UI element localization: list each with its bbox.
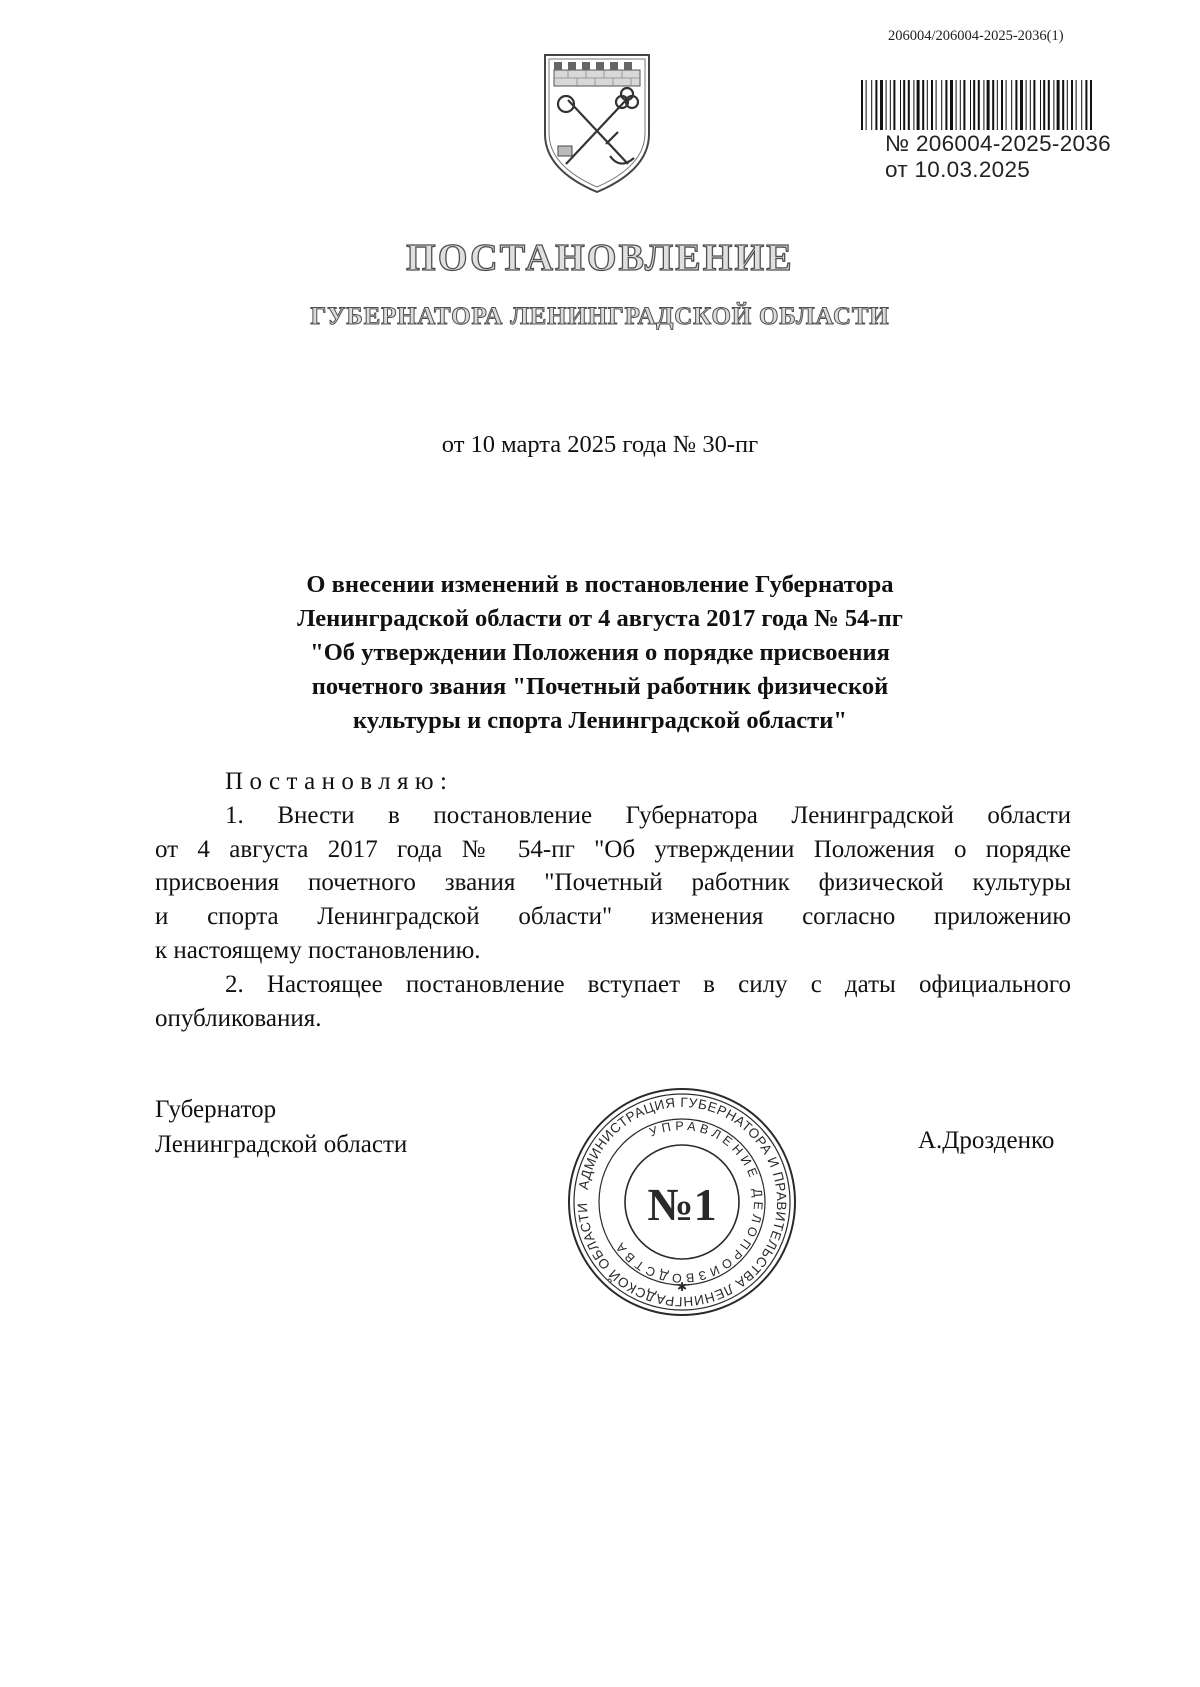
heading-line: "Об утверждении Положения о порядке присвоения bbox=[310, 639, 890, 666]
document-issuer: ГУБЕРНАТОРА ЛЕНИНГРАДСКОЙ ОБЛАСТИ bbox=[310, 303, 890, 330]
signatory-position bbox=[155, 1093, 407, 1162]
document-body bbox=[155, 765, 1071, 1035]
barcode-image bbox=[860, 80, 1092, 130]
item-2-line: 2. Настоящее постановление вступает в силу с даты официального bbox=[225, 970, 1071, 998]
document-tracking-code: 206004/206004-2025-2036(1) bbox=[888, 28, 1064, 44]
seal-star-icon: ✱ bbox=[676, 1280, 688, 1294]
item-2-line: опубликования. bbox=[155, 1004, 322, 1032]
seal-number: №1 bbox=[647, 1179, 717, 1230]
item-1-line: и спорта Ленинградской области" изменения согласно приложению bbox=[155, 903, 1071, 931]
resolution-intro: Постановляю: bbox=[225, 768, 454, 795]
item-1-line: 1. Внести в постановление Губернатора Ленинградской области bbox=[225, 801, 1071, 829]
signatory-name: А.Дрозденко bbox=[918, 1127, 1055, 1154]
heading-line: Ленинградской области от 4 августа 2017 года № 54-пг bbox=[297, 605, 903, 632]
item-1-line: присвоения почетного звания "Почетный работник физической культуры bbox=[155, 869, 1071, 897]
heading-line: культуры и спорта Ленинградской области" bbox=[353, 707, 847, 734]
item-1-line: от 4 августа 2017 года № 54-пг "Об утверждении Положения о порядке bbox=[155, 835, 1071, 863]
signatory-title: Губернатор bbox=[155, 1096, 277, 1123]
document-date-number: от 10 марта 2025 года № 30-пг bbox=[441, 431, 759, 458]
coat-of-arms-emblem bbox=[540, 52, 654, 194]
registration-date: от 10.03.2025 bbox=[885, 157, 1031, 182]
heading-line: О внесении изменений в постановление Губернатора bbox=[306, 571, 894, 598]
item-1-line: к настоящему постановлению. bbox=[155, 936, 481, 964]
official-seal-stamp bbox=[565, 1085, 799, 1319]
document-heading bbox=[200, 568, 1000, 738]
registration-number: № 206004-2025-2036 bbox=[885, 131, 1111, 156]
seal-outer-text: АДМИНИСТРАЦИЯ ГУБЕРНАТОРА И ПРАВИТЕЛЬСТВА ЛЕНИНГРАДСКОЙ ОБЛАСТИ bbox=[574, 1094, 790, 1310]
seal-inner-text: УПРАВЛЕНИЕ ДЕЛОПРОИЗВОДСТВА bbox=[610, 1118, 766, 1286]
document-title: ПОСТАНОВЛЕНИЕ bbox=[406, 237, 794, 279]
signatory-region: Ленинградской области bbox=[155, 1130, 408, 1158]
heading-line: почетного звания "Почетный работник физической bbox=[311, 673, 889, 700]
